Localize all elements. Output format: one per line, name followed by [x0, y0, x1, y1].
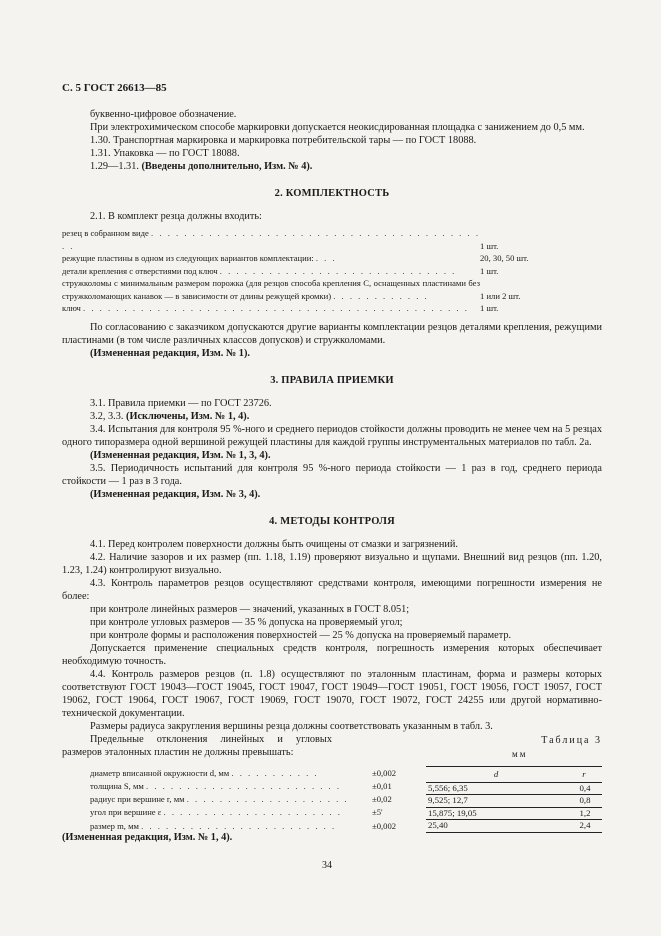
section-4-p1: 4.1. Перед контролем поверхности должны быть очищены от смазки и загрязнений. [90, 538, 458, 550]
kit-list [62, 227, 602, 315]
kit-item: детали крепления с отверстиями под ключ . . . . . . . . . . . . . . . . . . . . . . . . . . . . . 1 шт. [62, 265, 499, 276]
section-4-p5: Размеры радиуса закругления вершины резца должны соответствовать указанным в табл. 3. [90, 720, 493, 732]
tolerance-item: угол при вершине ε . . . . . . . . . . . . . . . . . . . . . . ±5' [90, 807, 383, 818]
section-3-note-2: (Измененная редакция, Изм. № 3, 4). [90, 488, 261, 500]
table-row: 5,556; 6,35 0,4 [426, 782, 602, 795]
table-row: 25,40 2,4 [426, 820, 602, 833]
tolerance-item: диаметр вписанной окружности d, мм . . . . . . . . . . . ±0,002 [90, 767, 397, 778]
section-2-lead: 2.1. В комплект резца должны входить: [90, 211, 262, 222]
section-4-p3b: при контроле угловых размеров — 35 % допуска на проверяемый угол; [90, 616, 403, 628]
tolerance-item: толщина S, мм . . . . . . . . . . . . . . . . . . . . . . . . ±0,01 [90, 780, 392, 791]
intro-line-4: 1.31. Упаковка — по ГОСТ 18088. [90, 148, 240, 159]
kit-item: режущие пластины в одном из следующих вариантов комплектации: . . . 20, 30, 50 шт. [62, 253, 529, 263]
document-body [62, 108, 602, 844]
kit-item: стружколомы с минимальным размером порожка (для резцов способа крепления С, оснащенных пластинами без стружколомающих канавок — в зависимости от длины режущей кромки) . . . . . . . . . . . . 1 или 2 шт. [62, 278, 521, 301]
intro-line-3: 1.30. Транспортная маркировка и маркировка потребительской тары — по ГОСТ 18088. [90, 135, 477, 146]
section-2-note: (Измененная редакция, Изм. № 1). [90, 347, 250, 359]
section-3-p4: 3.5. Периодичность испытаний для контроля 95 %-ного периода стойкости — 1 раз в год, среднего периода стойкости — 1 раз в 3 года. [62, 462, 602, 487]
table-header-r: r [566, 766, 602, 782]
table-row: 9,525; 12,7 0,8 [426, 795, 602, 808]
section-4-p3d: Допускается применение специальных средств контроля, погрешность измерения которых обеспечивает необходимую точность. [62, 642, 602, 667]
section-3-p1: 3.1. Правила приемки — по ГОСТ 23726. [90, 397, 272, 409]
section-4-title: 4. МЕТОДЫ КОНТРОЛЯ [269, 515, 395, 527]
page-number: 34 [322, 860, 332, 871]
tolerance-item: размер m, мм . . . . . . . . . . . . . . . . . . . . . . . . ±0,002 [90, 820, 397, 831]
kit-item: ключ . . . . . . . . . . . . . . . . . . . . . . . . . . . . . . . . . . . . . . . . . . . . . . . 1 шт. [62, 303, 499, 313]
intro-line-1: буквенно-цифровое обозначение. [90, 109, 237, 120]
intro-note: 1.29—1.31. (Введены дополнительно, Изм. № 4). [90, 161, 313, 172]
page-header: С. 5 ГОСТ 26613—85 [62, 82, 167, 94]
section-4-p3c: при контроле формы и расположения поверхностей — 25 % допуска на проверяемый параметр. [90, 629, 512, 641]
section-3-note-1: (Измененная редакция, Изм. № 1, 3, 4). [90, 449, 271, 461]
section-4-note: (Измененная редакция, Изм. № 1, 4). [62, 831, 233, 843]
section-2-title: 2. КОМПЛЕКТНОСТЬ [274, 188, 390, 199]
tolerance-list [90, 767, 410, 833]
section-3-title: 3. ПРАВИЛА ПРИЕМКИ [270, 374, 394, 386]
section-3-p2: 3.2, 3.3. (Исключены, Изм. № 1, 4). [90, 410, 250, 422]
section-4-p6: Предельные отклонения линейных и угловых размеров эталонных пластин не должны превышать: [62, 733, 332, 758]
radius-table [426, 766, 602, 833]
section-4-p4: 4.4. Контроль размеров резцов (п. 1.8) осуществляют по эталонным пластинам, форма и размеры которых соответствуют ГОСТ 19043—ГОСТ 19045, ГОСТ 19047, ГОСТ 19049—ГОСТ 19051, ГОСТ 19056, ГОСТ 19057, ГОСТ 19062, ГОСТ 19064, ГОСТ 19067, ГОСТ 19069, ГОСТ 19070, ГОСТ 19072, ГОСТ 24255 или другой нормативно-технической документации. [62, 668, 602, 719]
table-caption: Таблица 3 мм [512, 734, 602, 759]
section-2-after: По согласованию с заказчиком допускаются другие варианты комплектации резцов деталями крепления, режущими пластинами (в том числе различных классов допусков) и стружколомами. [62, 321, 602, 346]
kit-item: резец в собранном виде . . . . . . . . . . . . . . . . . . . . . . . . . . . . . . . . . . . . . . . . . . 1 шт. [62, 228, 499, 251]
table-header-d: d [426, 766, 566, 782]
section-4-p2: 4.2. Наличие зазоров и их размер (пп. 1.18, 1.19) проверяют визуально и щупами. Внешний вид резцов (пп. 1.20, 1.23, 1.24) контролируют визуально. [62, 551, 602, 576]
table-row: 15,875; 19,05 1,2 [426, 807, 602, 820]
section-4-p3: 4.3. Контроль параметров резцов осуществляют средствами контроля, имеющими погрешности измерения не более: [62, 577, 602, 602]
intro-line-2: При электрохимическом способе маркировки допускается неокисдированная площадка с занижением до 0,5 мм. [90, 122, 585, 133]
section-3-p3: 3.4. Испытания для контроля 95 %-ного и среднего периодов стойкости должны проводить не менее чем на 5 резцах одного типоразмера одной вершиной режущей пластины для каждой группы инструментальных материалов по табл. 2а. [62, 423, 602, 448]
section-4-p3a: при контроле линейных размеров — значений, указанных в ГОСТ 8.051; [90, 603, 410, 615]
tolerance-item: радиус при вершине r, мм . . . . . . . . . . . . . . . . . . . . ±0,02 [90, 794, 392, 805]
